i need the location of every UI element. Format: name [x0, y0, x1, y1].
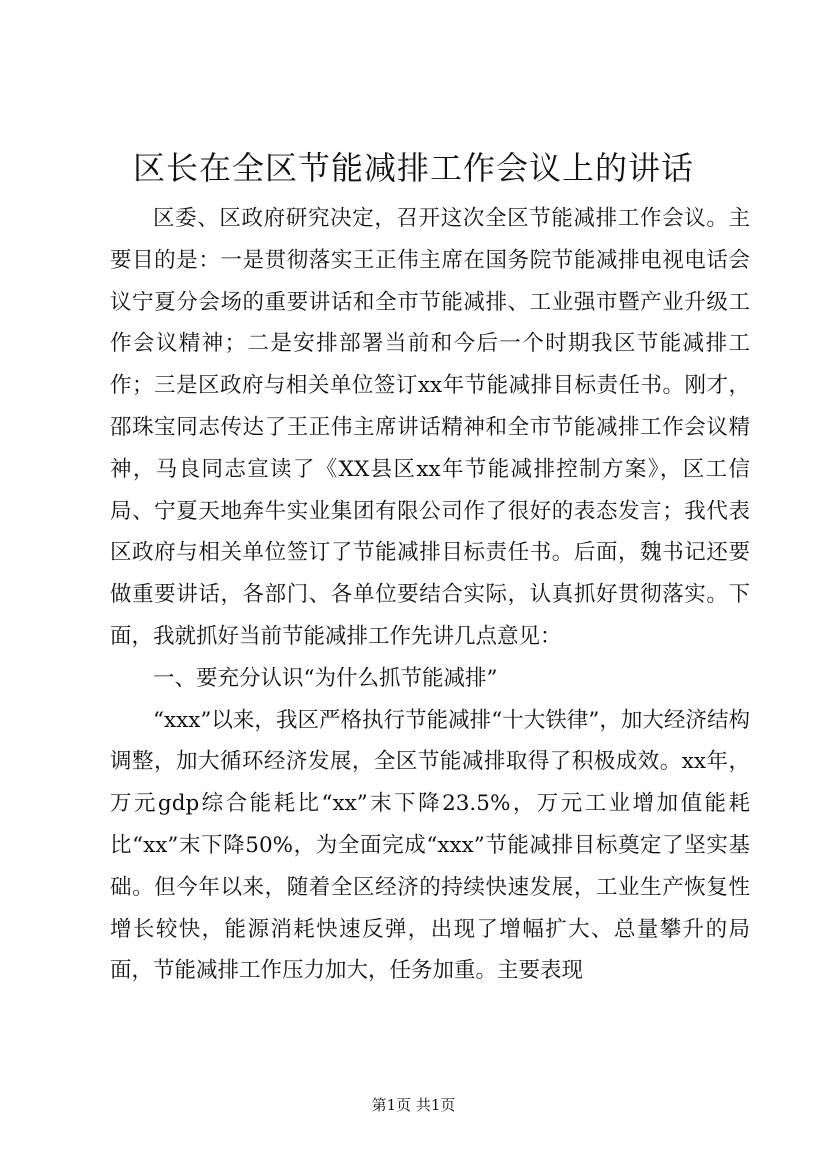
- section-heading: 一、要充分认识“为什么抓节能减排”: [153, 665, 498, 691]
- document-title: 区长在全区节能减排工作会议上的讲话: [132, 149, 694, 187]
- page-footer: 第1页 共1页: [371, 1096, 456, 1114]
- document-body: [110, 198, 750, 992]
- paragraph-intro: 区委、区政府研究决定，召开这次全区节能减排工作会议。主要目的是：一是贯彻落实王正伟主席在国务院节能减排电视电话会议宁夏分会场的重要讲话和全市节能减排、工业强市暨产业升级工作会议精神；二是安排部署当前和今后一个时期我区节能减排工作；三是区政府与相关单位签订xx年节能减排目标责任书。刚才，邵珠宝同志传达了王正伟主席讲话精神和全市节能减排工作会议精神，马良同志宣读了《XX县区xx年节能减排控制方案》，区工信局、宁夏天地奔牛实业集团有限公司作了很好的表态发言；我代表区政府与相关单位签订了节能减排目标责任书。后面，魏书记还要做重要讲话，各部门、各单位要结合实际，认真抓好贯彻落实。下面，我就抓好当前节能减排工作先讲几点意见：: [110, 206, 750, 649]
- paragraph-section-1: “xxx”以来，我区严格执行节能减排“十大铁律”，加大经济结构调整，加大循环经济发展，全区节能减排取得了积极成效。xx年，万元gdp综合能耗比“xx”末下降23.5%，万元工业增加值能耗比“xx”末下降50%，为全面完成“xxx”节能减排目标奠定了坚实基础。但今年以来，随着全区经济的持续快速发展，工业生产恢复性增长较快，能源消耗快速反弹，出现了增幅扩大、总量攀升的局面，节能减排工作压力加大，任务加重。主要表现: [110, 707, 750, 984]
